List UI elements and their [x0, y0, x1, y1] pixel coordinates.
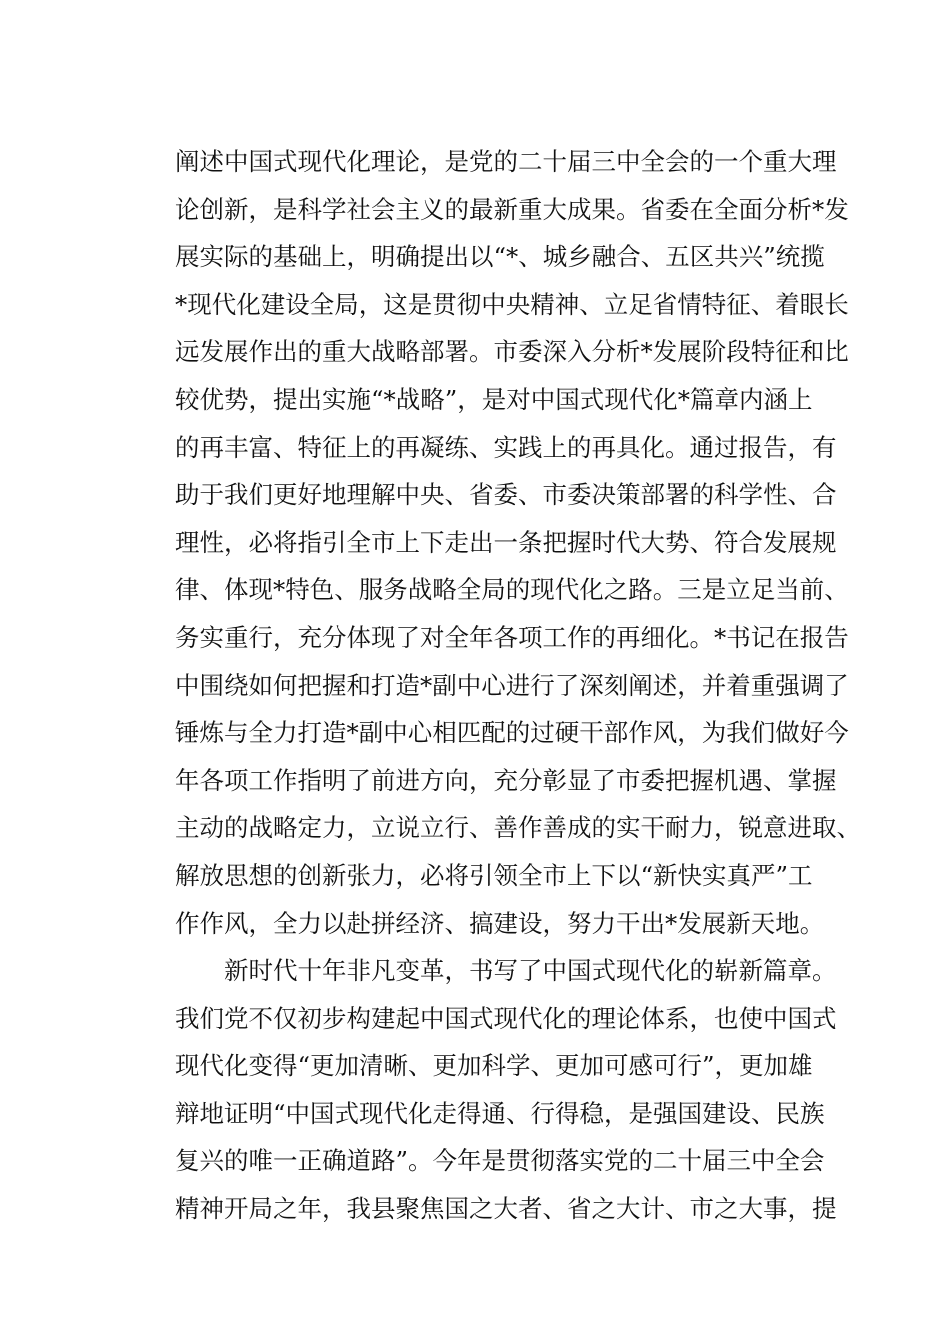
paragraph-line: 我们党不仅初步构建起中国式现代化的理论体系，也使中国式: [175, 1003, 837, 1033]
paragraph-line: 助于我们更好地理解中央、省委、市委决策部署的科学性、合: [175, 480, 837, 510]
paragraph-line: 论创新，是科学社会主义的最新重大成果。省委在全面分析*发: [175, 194, 849, 224]
paragraph-line: *现代化建设全局，这是贯彻中央精神、立足省情特征、着眼长: [175, 289, 849, 319]
paragraph-line: 理性，必将指引全市上下走出一条把握时代大势、符合发展规: [175, 527, 837, 557]
paragraph-line: 解放思想的创新张力，必将引领全市上下以“新快实真严”工: [175, 860, 813, 890]
paragraph-line: 新时代十年非凡变革，书写了中国式现代化的崭新篇章。: [224, 956, 837, 986]
paragraph-line: 远发展作出的重大战略部署。市委深入分析*发展阶段特征和比: [175, 337, 849, 367]
paragraph-line: 的再丰富、特征上的再凝练、实践上的再具化。通过报告，有: [175, 432, 837, 462]
paragraph-line: 阐述中国式现代化理论，是党的二十届三中全会的一个重大理: [175, 147, 837, 176]
paragraph-line: 辩地证明“中国式现代化走得通、行得稳，是强国建设、民族: [175, 1098, 825, 1128]
paragraph-line: 律、体现*特色、服务战略全局的现代化之路。三是立足当前、: [175, 575, 849, 605]
paragraph-line: 复兴的唯一正确道路”。今年是贯彻落实党的二十届三中全会: [175, 1146, 825, 1176]
paragraph-line: 作作风，全力以赴拼经济、搞建设，努力干出*发展新天地。: [175, 908, 825, 938]
paragraph-line: 现代化变得“更加清晰、更加科学、更加可感可行”，更加雄: [175, 1051, 813, 1081]
paragraph-line: 年各项工作指明了前进方向，充分彰显了市委把握机遇、掌握: [175, 765, 837, 795]
paragraph-line: 展实际的基础上，明确提出以“*、城乡融合、五区共兴”统揽: [175, 242, 825, 272]
paragraph-1: [175, 138, 861, 947]
document-body: [175, 138, 861, 1233]
paragraph-line: 锤炼与全力打造*副中心相匹配的过硬干部作风，为我们做好今: [175, 718, 849, 748]
paragraph-line: 主动的战略定力，立说立行、善作善成的实干耐力，锐意进取、: [175, 813, 861, 843]
paragraph-line: 较优势，提出实施“*战略”，是对中国式现代化*篇章内涵上: [175, 384, 813, 414]
paragraph-line: 务实重行，充分体现了对全年各项工作的再细化。*书记在报告: [175, 622, 849, 652]
paragraph-line: 精神开局之年，我县聚焦国之大者、省之大计、市之大事，提: [175, 1194, 837, 1224]
paragraph-line: 中围绕如何把握和打造*副中心进行了深刻阐述，并着重强调了: [175, 670, 849, 700]
paragraph-2: [175, 947, 835, 1233]
